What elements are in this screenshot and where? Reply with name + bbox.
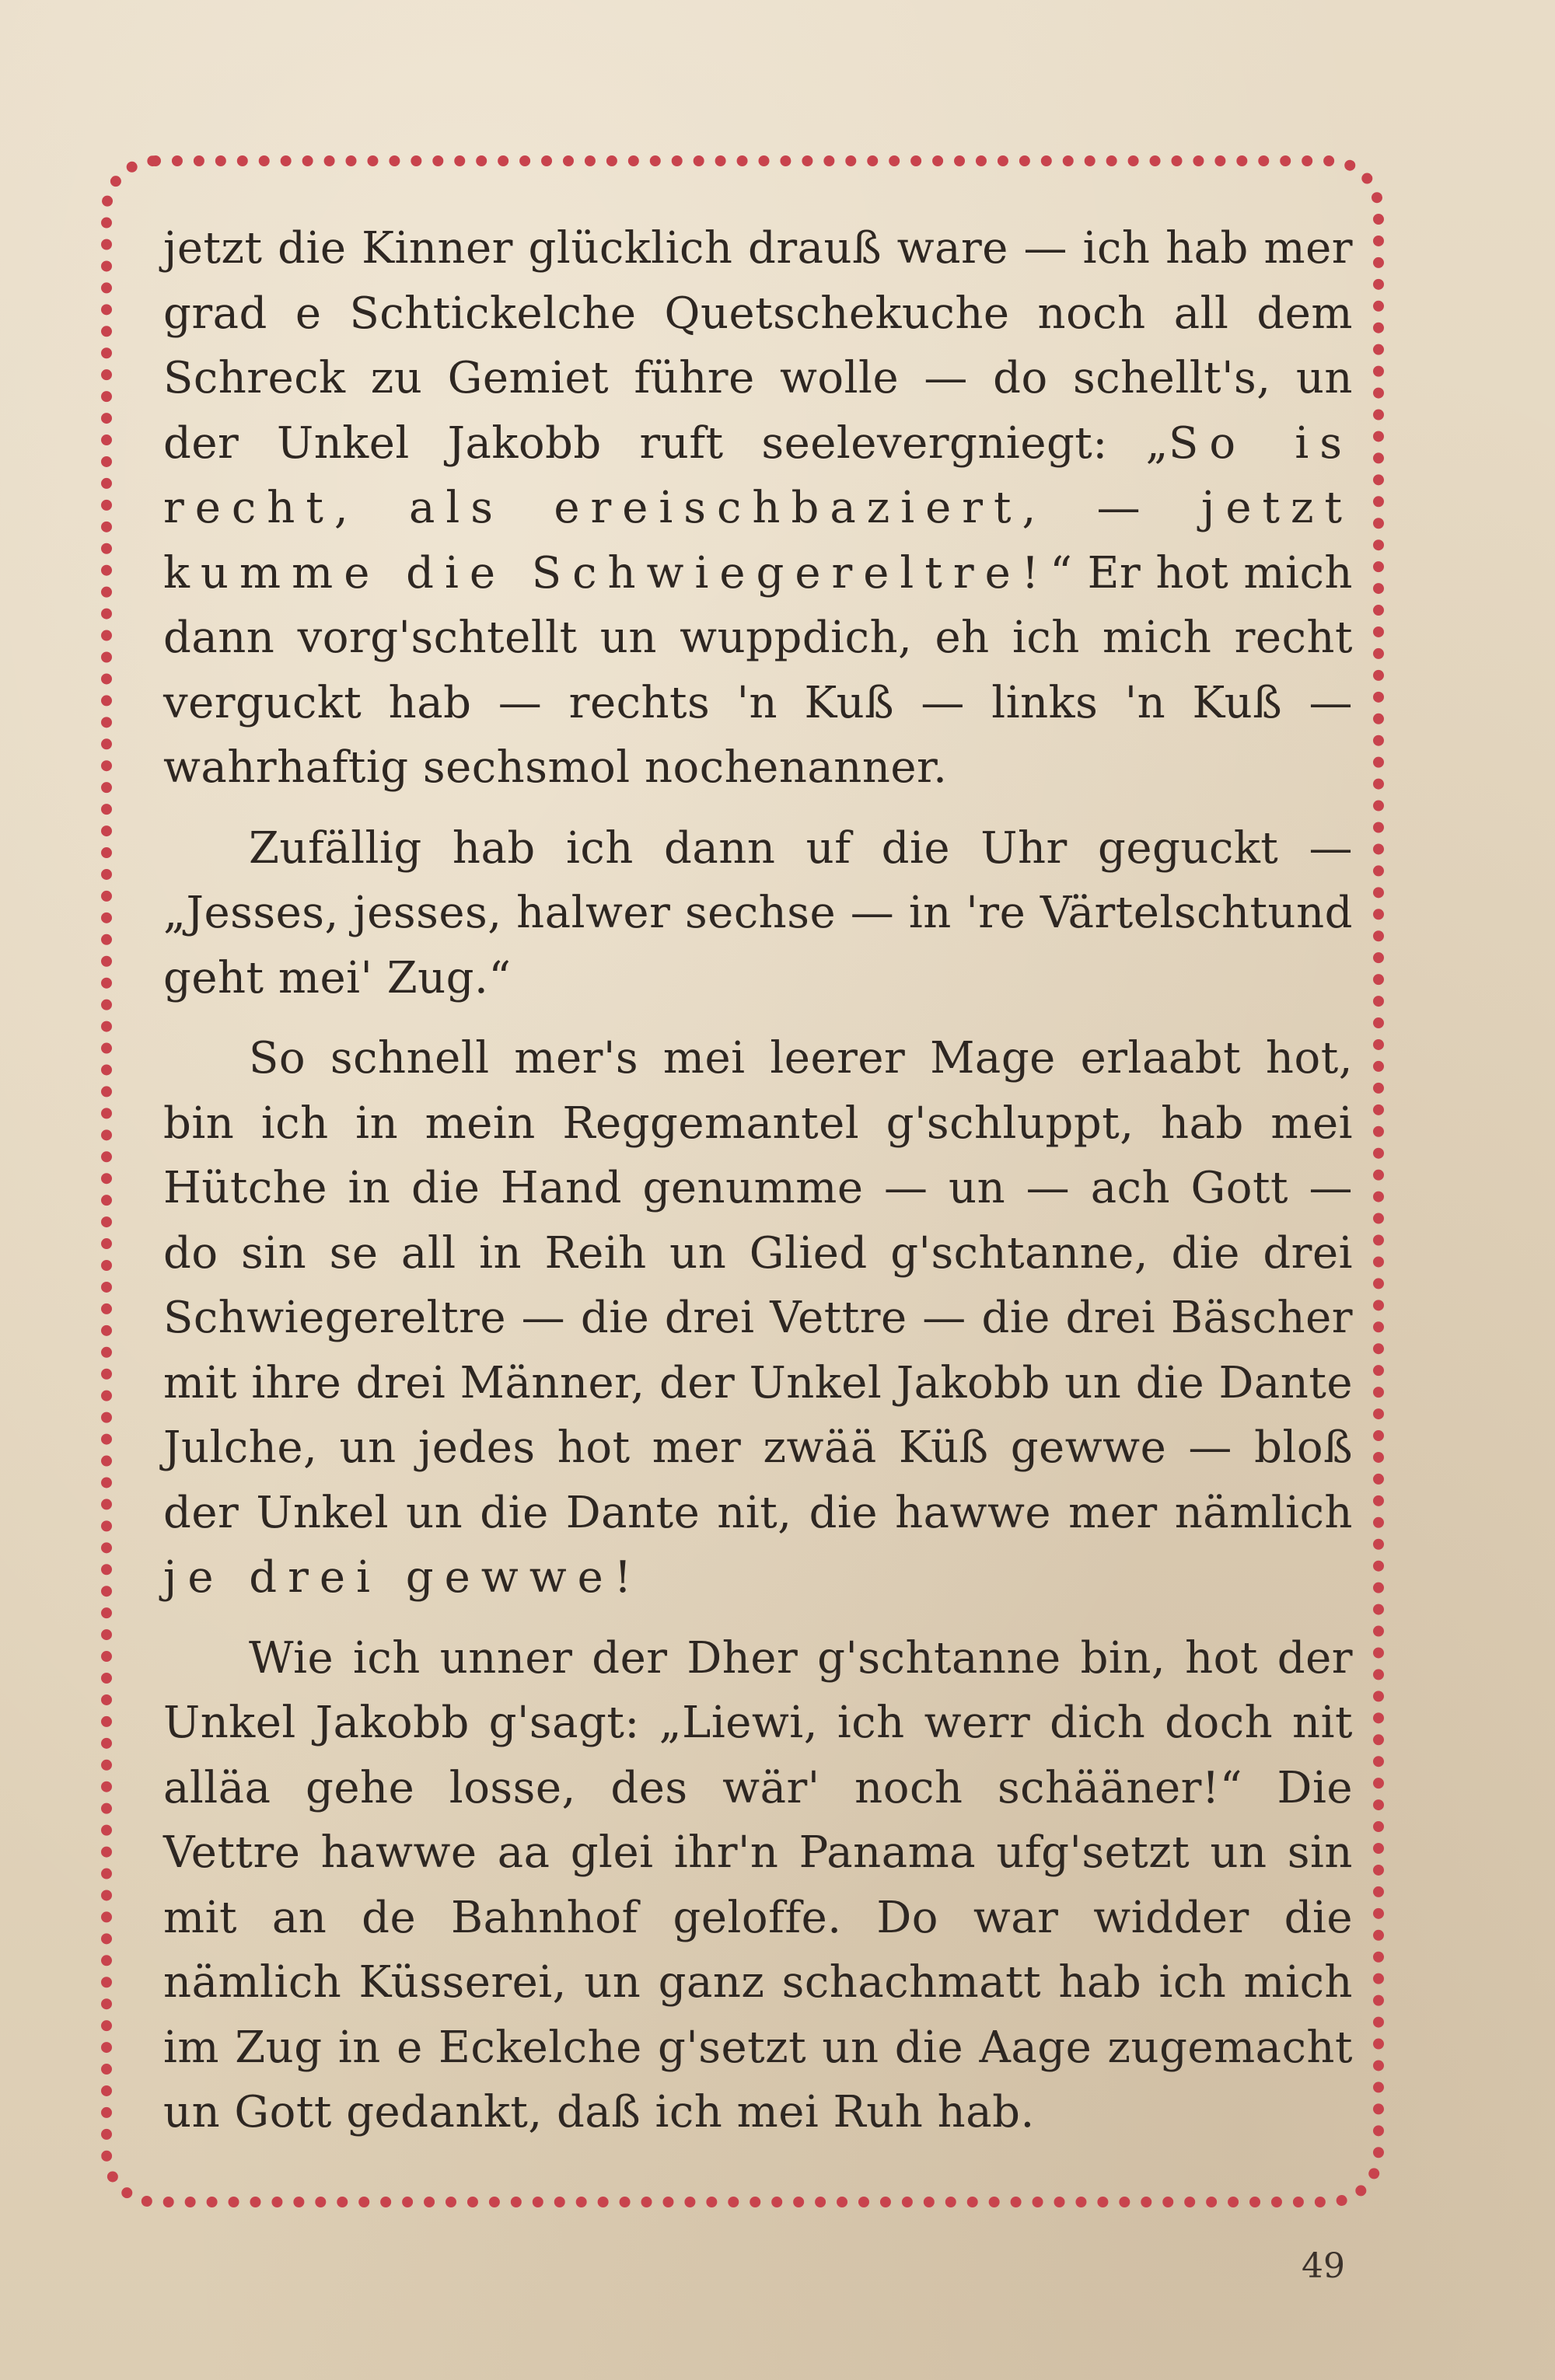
text-block: [163, 216, 1353, 2145]
paragraph-3-spaced-emphasis: je drei gewwe: [163, 1552, 614, 1603]
paragraph-1-spaced-quote: So is recht, als ereischbaziert, — jetzt kumme die Schwiegereltre!: [163, 417, 1353, 598]
paragraph-3-text-a: So schnell mer's mei leerer Mage erlaabt hot, bin ich in mein Reggemantel g'schluppt, hab mei Hütche in die Hand genumme — un — ach Gott — do sin se all in Reih un Glied g'schtanne, die drei Schwiegereltre — die drei Vettre — die drei Bäscher mit ihre drei Männer, der Unkel Jakobb un die Dante Julche, un jedes hot mer zwää Küß gewwe — bloß der Unkel un die Dante nit, die hawwe mer nämlich: [163, 1033, 1353, 1538]
paragraph-3-text-b: !: [613, 1552, 632, 1603]
paragraph-2: Zufällig hab ich dann uf die Uhr geguckt — „Jesses, jesses, halwer sechse — in 're Värtelschtund geht mei' Zug.“: [163, 822, 1353, 1003]
paragraph-4: Wie ich unner der Dher g'schtanne bin, hot der Unkel Jakobb g'sagt: „Liewi, ich werr dich doch nit alläa gehe losse, des wär' noch schääner!“ Die Vettre hawwe aa glei ihr'n Panama ufg'setzt un sin mit an de Bahnhof geloffe. Do war widder die nämlich Küsserei, un ganz schachmatt hab ich mich im Zug in e Eckelche g'setzt un die Aage zugemacht un Gott gedankt, daß ich mei Ruh hab.: [163, 1632, 1353, 2137]
page-number: 49: [1302, 2246, 1345, 2286]
paragraph-3: [163, 1026, 1353, 1611]
paragraph-1-text-a: jetzt die Kinner glücklich drauß ware — ich hab mer grad e Schtickelche Quetschekuche noch all dem Schreck zu Gemiet führe wolle — do schellt's, un der Unkel Jakobb ruft seelevergniegt: „: [163, 223, 1353, 469]
paragraph-1-text-b: “ Er hot mich dann vorg'schtellt un wuppdich, eh ich mich recht verguckt hab — rechts 'n Kuß — links 'n Kuß — wahrhaftig sechsmol nochenanner.: [163, 547, 1353, 793]
paragraph-1: [163, 216, 1353, 801]
